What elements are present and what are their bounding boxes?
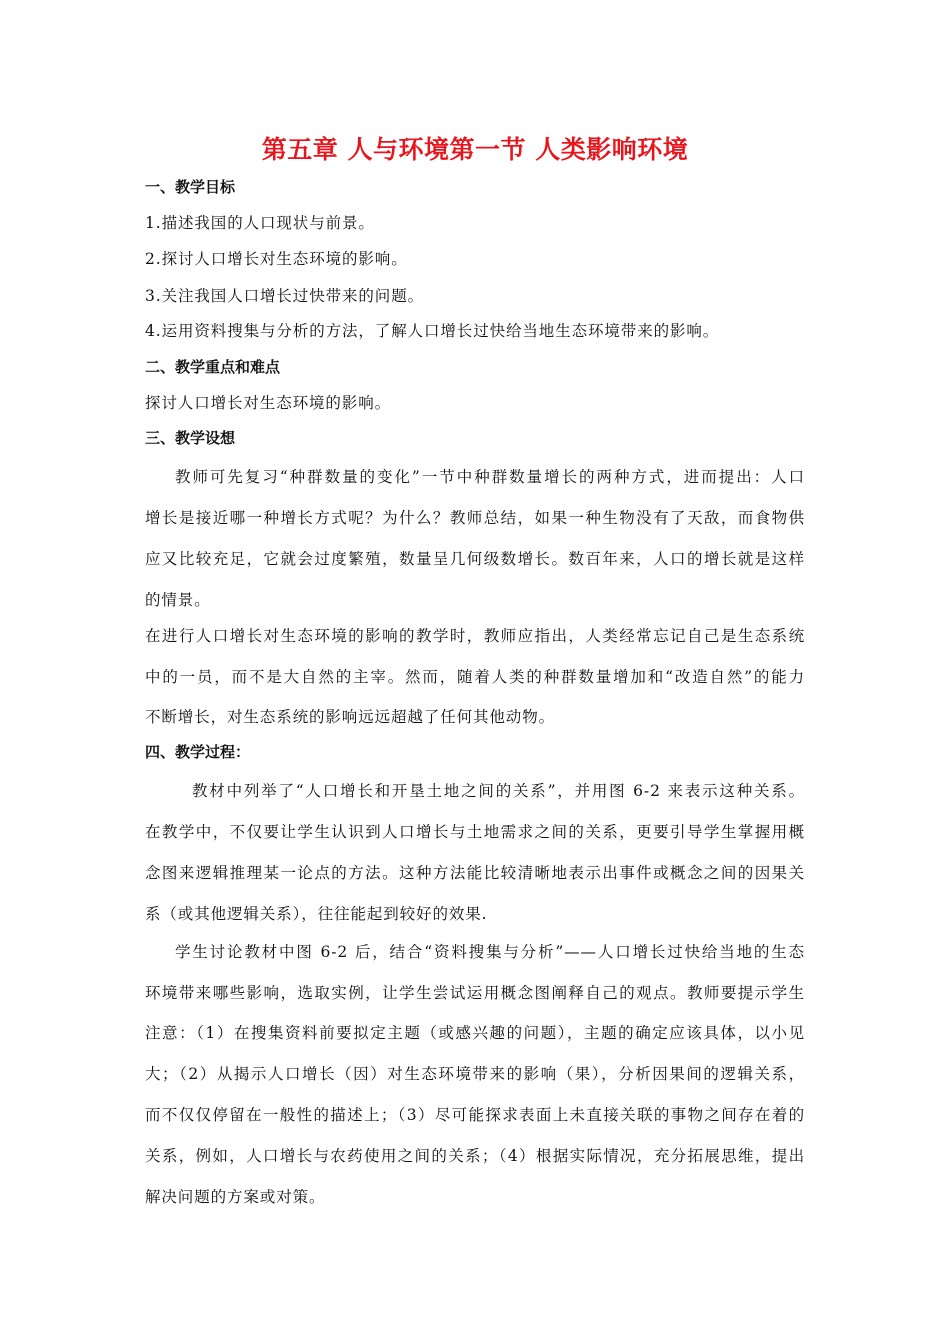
design-paragraph-2-line: 中的一员，而不是大自然的主宰。然而，随着人类的种群数量增加和“改造自然”的能力: [145, 668, 805, 686]
design-paragraph-1-line: 增长是接近哪一种增长方式呢？为什么？教师总结，如果一种生物没有了天敌，而食物供: [145, 509, 805, 527]
objective-item-2: 2.探讨人口增长对生态环境的影响。: [145, 250, 408, 268]
section-heading-design: 三、教学设想: [145, 429, 236, 447]
design-paragraph-1-line: 应又比较充足，它就会过度繁殖，数量呈几何级数增长。数百年来，人口的增长就是这样: [145, 550, 805, 568]
process-paragraph-1-line: 系（或其他逻辑关系），往往能起到较好的效果.: [145, 905, 488, 923]
process-paragraph-2-line: 解决问题的方案或对策。: [145, 1188, 326, 1206]
design-paragraph-2-line: 不断增长，对生态系统的影响远远超越了任何其他动物。: [145, 708, 556, 726]
process-paragraph-2-line: 环境带来哪些影响，选取实例，让学生尝试运用概念图阐释自己的观点。教师要提示学生: [145, 984, 805, 1002]
design-paragraph-2-line: 在进行人口增长对生态环境的影响的教学时，教师应指出，人类经常忘记自己是生态系统: [145, 627, 805, 645]
process-paragraph-2-line: 学生讨论教材中图 6-2 后，结合“资料搜集与分析”——人口增长过快给当地的生态: [175, 943, 805, 961]
process-paragraph-1-line: 念图来逻辑推理某一论点的方法。这种方法能比较清晰地表示出事件或概念之间的因果关: [145, 864, 805, 882]
process-paragraph-2-line: 关系，例如，人口增长与农药使用之间的关系；（4）根据实际情况，充分拓展思维，提出: [145, 1147, 805, 1165]
process-paragraph-1-line: 教材中列举了“人口增长和开垦土地之间的关系”，并用图 6-2 来表示这种关系。: [192, 782, 805, 800]
objective-item-1: 1.描述我国的人口现状与前景。: [145, 214, 375, 232]
process-paragraph-2-line: 而不仅仅停留在一般性的描述上；（3）尽可能探求表面上未直接关联的事物之间存在着的: [145, 1106, 805, 1124]
section-heading-process: 四、教学过程：: [145, 743, 251, 761]
section-heading-key-points: 二、教学重点和难点: [145, 358, 281, 376]
process-paragraph-2-line: 大；（2）从揭示人口增长（因）对生态环境带来的影响（果），分析因果间的逻辑关系，: [145, 1065, 805, 1083]
document-title: 第五章 人与环境第一节 人类影响环境: [261, 135, 689, 164]
key-points-text: 探讨人口增长对生态环境的影响。: [145, 394, 392, 412]
objective-item-3: 3.关注我国人口增长过快带来的问题。: [145, 287, 424, 305]
objective-item-4: 4.运用资料搜集与分析的方法，了解人口增长过快给当地生态环境带来的影响。: [145, 322, 720, 340]
section-heading-objectives: 一、教学目标: [145, 178, 236, 196]
design-paragraph-1-line: 的情景。: [145, 591, 211, 609]
design-paragraph-1-line: 教师可先复习“种群数量的变化”一节中种群数量增长的两种方式，进而提出：人口: [175, 468, 805, 486]
process-paragraph-1-line: 在教学中，不仅要让学生认识到人口增长与土地需求之间的关系，更要引导学生掌握用概: [145, 823, 805, 841]
process-paragraph-2-line: 注意：（1）在搜集资料前要拟定主题（或感兴趣的问题），主题的确定应该具体，以小见: [145, 1024, 805, 1042]
